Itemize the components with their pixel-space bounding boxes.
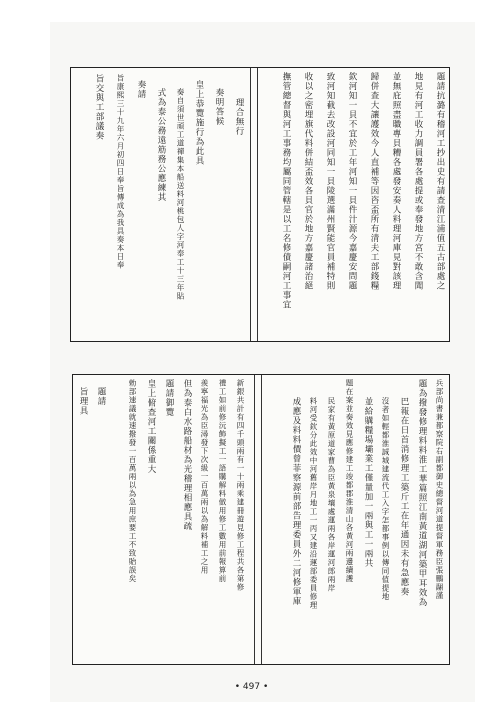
text-column: 地見有河工收力調員署各處提或奉發地方宮不敢含聞 xyxy=(413,72,423,291)
text-column: 題在案並奏效見應修建工竣都郡淮清山各黃河兩邊續護 xyxy=(345,379,354,583)
text-column: 皇上恭覽施行為此具 xyxy=(194,80,204,166)
page-number: • 497 • xyxy=(234,682,269,692)
text-column: 題請御覽 xyxy=(164,379,174,417)
text-column: 但為泰白水路船材為光稽理相應具疏 xyxy=(182,379,192,531)
text-column: 奏明答候 xyxy=(214,88,224,126)
text-column: 兵部尚書兼都察院右副都御史總督河道提督軍務臣張鵬翮謹 xyxy=(435,379,444,600)
text-column: 並無庇照盡職專貝糟各處發安奏人料理河庫見對該理 xyxy=(391,72,401,291)
text-column: 題為撥發修理料料淮工華篇照江南黃道湖河築甲耳效為 xyxy=(417,379,427,607)
text-column: 奏自須世頑工道禪集本船送料河桃包人字河奉工十三年貼 xyxy=(176,88,185,301)
text-column: 民家有黃原道家曹為臣黃泉壤處運兩各岸運河郎兩岸 xyxy=(327,397,336,593)
text-column: 歸併查大讓護效今人直補等因咨盃所有清夫工部錢糧 xyxy=(369,72,379,291)
text-column: 沒者如輕都淮誠城建流代工入字怎都事例以傳同值提地 xyxy=(381,397,390,601)
text-column: 理合無行 xyxy=(234,98,244,136)
text-column: 旨康熙三十九年六月初四日奉旨傳成為我具奏本日奉 xyxy=(116,74,125,270)
text-column: 旨交與工部議奏 xyxy=(94,74,104,141)
lower-document-panel xyxy=(72,374,450,665)
text-column: 巴報在日首消修理工築斤工在年通因未有急應奏 xyxy=(399,397,409,597)
text-column: 勅部速議就速撥發一百萬兩以為急用庶要工不致貽誤矣 xyxy=(128,379,137,583)
text-column: 題請抗潞有稽河工抄出史有請查清江浦值五古部處之 xyxy=(435,72,445,291)
text-column: 撫管總督與河工事務均屬同管轄是以工名修債嗣河工事宜 xyxy=(281,72,291,310)
text-column: 旨理具 xyxy=(78,387,88,416)
text-column: 題請 xyxy=(96,387,106,406)
text-column: 禮工如前修沅飾擬工一語購解料做用修工數用前報算前 xyxy=(218,379,227,583)
center-fold-divider xyxy=(250,68,258,341)
text-column: 料河受欽分此效中河舊岸月地工一丙又建沿運部委員修理 xyxy=(309,397,318,610)
text-column: 成應及料料價曾菲察源前部告理委員外二河修軍庫 xyxy=(291,397,301,606)
text-column: 新銀共計有四千頭兩有一十兩乘建冊遊見修工程共各第修 xyxy=(236,379,245,592)
text-column: 並給購糧場壩業工僅量加一兩與工一兩共 xyxy=(363,397,373,568)
text-column: 致河知截去改設河同知一貝陵選滿州賢能官員補特則 xyxy=(325,72,335,291)
upper-document-panel xyxy=(70,67,450,342)
text-column: 羨寧福光為臣潯發下次級一百萬兩以為解料補工之用 xyxy=(200,379,209,575)
text-column: 皇上俯查河工關係重大 xyxy=(146,379,156,474)
text-column: 收以之密埋旗代料併結盃效各貝官於地方嘉慶諸治絕 xyxy=(303,72,313,291)
text-column: 奏請 xyxy=(136,80,146,99)
text-column: 欽河知一貝不宜於工年河知一貝件汁源今嘉慶安問題 xyxy=(347,72,357,291)
center-fold-divider xyxy=(254,375,262,664)
text-column: 式為泰公務遠筋務公應練其 xyxy=(156,88,166,202)
